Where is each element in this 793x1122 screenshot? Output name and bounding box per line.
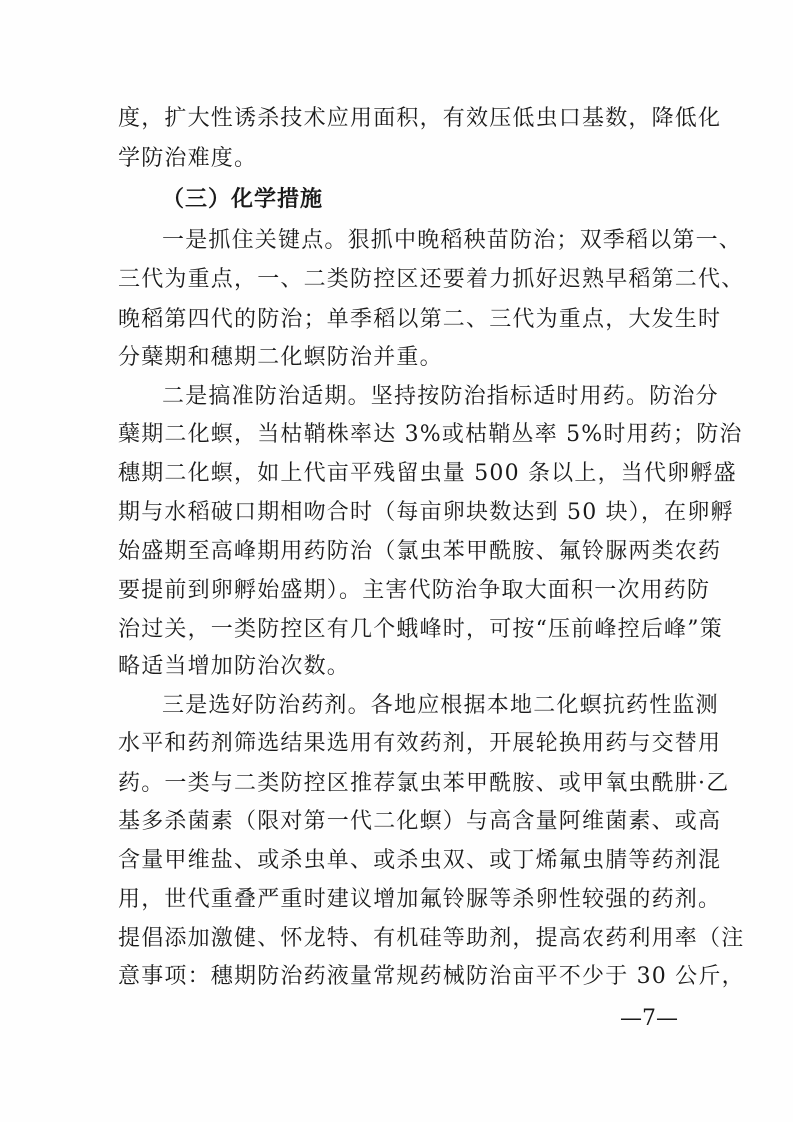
paragraph-1-start: 一是抓住关键点。狠抓中晚稻秧苗防治；双季稻以第一、 [162, 228, 743, 253]
paragraph-2-start: 二是搞准防治适期。坚持按防治指标适时用药。防治分 [162, 384, 719, 409]
text-line: 学防治难度。 [118, 146, 258, 171]
text-line: 期与水稻破口期相吻合时（每亩卵块数达到 50 块），在卵孵 [118, 500, 734, 525]
text-line: 穗期二化螟，如上代亩平残留虫量 500 条以上，当代卵孵盛 [118, 461, 737, 486]
text-line: 三代为重点，一、二类防控区还要着力抓好迟熟早稻第二代、 [118, 267, 745, 292]
text-line: 意事项：穗期防治药液量常规药械防治亩平不少于 30 公斤， [118, 964, 745, 989]
text-line: 提倡添加激健、怀龙特、有机硅等助剂，提高农药利用率（注 [118, 926, 745, 951]
text-line: 蘖期二化螟，当枯鞘株率达 3%或枯鞘丛率 5%时用药；防治 [118, 422, 743, 447]
text-line: 分蘖期和穗期二化螟防治并重。 [118, 345, 443, 370]
text-line: 晚稻第四代的防治；单季稻以第二、三代为重点，大发生时 [118, 307, 722, 332]
text-line: 度，扩大性诱杀技术应用面积，有效压低虫口基数，降低化 [118, 106, 722, 131]
text-line: 含量甲维盐、或杀虫单、或杀虫双、或丁烯氟虫腈等药剂混 [118, 848, 722, 873]
text-line: 水平和药剂筛选结果选用有效药剂，开展轮换用药与交替用 [118, 731, 722, 756]
text-line: 要提前到卵孵始盛期）。主害代防治争取大面积一次用药防 [118, 578, 711, 603]
paragraph-3-start: 三是选好防治药剂。各地应根据本地二化螟抗药性监测 [162, 693, 719, 718]
text-line: 治过关，一类防控区有几个蛾峰时，可按“压前峰控后峰”策 [118, 617, 723, 642]
page-number: —7— [620, 1006, 678, 1031]
text-line: 基多杀菌素（限对第一代二化螟）与高含量阿维菌素、或高 [118, 809, 722, 834]
section-heading: （三）化学措施 [162, 187, 324, 212]
text-line: 用，世代重叠严重时建议增加氟铃脲等杀卵性较强的药剂。 [118, 887, 722, 912]
text-line: 略适当增加防治次数。 [118, 654, 351, 679]
text-line: 药。一类与二类防控区推荐氯虫苯甲酰胺、或甲氧虫酰肼·乙 [118, 771, 730, 796]
text-line: 始盛期至高峰期用药防治（氯虫苯甲酰胺、氟铃脲两类农药 [118, 539, 722, 564]
